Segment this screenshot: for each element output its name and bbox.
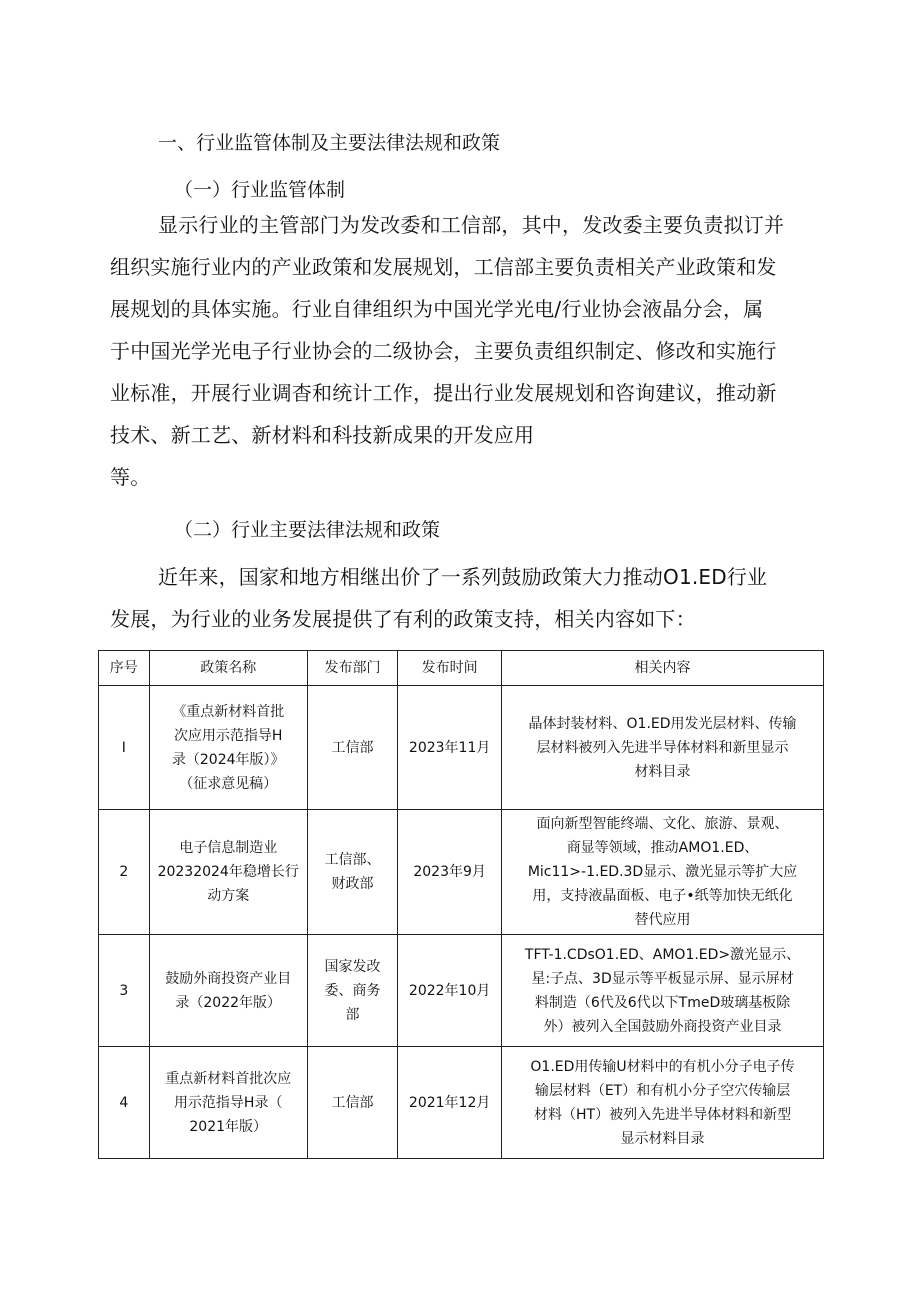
- cell-line: 星:子点、3D显示等平板显示屏、显示屏材: [531, 970, 794, 987]
- cell-date: 2022年10月: [398, 935, 502, 1047]
- cell-line: 动方案: [207, 888, 250, 904]
- table-header-row: [99, 651, 824, 686]
- paragraph-line: 展规划的具体实施。行业自律组织为中国光学光电/行业协会液晶分会，属: [110, 297, 764, 321]
- cell-line: 料制造（6代及6代以下TmeD玻璃基板除: [534, 994, 791, 1011]
- cell-line: Mic11>-1.ED.3D显示、激光显示等扩大应: [527, 864, 798, 880]
- cell-line: 输层材料（ET）和有机小分子空穴传输层: [534, 1082, 791, 1099]
- cell-line: 替代应用: [634, 912, 691, 928]
- cell-line: 《重点新材料首批: [172, 703, 285, 720]
- cell-line: 重点新材料首批次应: [165, 1070, 292, 1087]
- section1-body: [110, 204, 830, 498]
- cell-name: [149, 686, 307, 810]
- cell-line: 工信部: [331, 739, 374, 756]
- section2-body: [110, 556, 830, 640]
- cell-content: [502, 1047, 824, 1159]
- table-row: [99, 810, 824, 935]
- cell-line: 鼓励外商投资产业目: [165, 970, 292, 987]
- main-heading: 一、行业监管体制及主要法律法规和政策: [158, 132, 501, 154]
- table-row: [99, 935, 824, 1047]
- cell-line: 录（2024年版）》: [171, 751, 285, 768]
- cell-line: （征求意见稿）: [179, 775, 278, 792]
- cell-line: 部: [345, 1006, 360, 1023]
- cell-line: 用示范指导H录（: [173, 1094, 283, 1111]
- cell-no: I: [99, 686, 150, 810]
- cell-line: 面向新型智能终端、文化、旅游、景观、: [536, 816, 789, 832]
- cell-line: O1.ED用传输U材料中的有机小分子电子传: [530, 1058, 795, 1075]
- cell-dept: [307, 1047, 397, 1159]
- cell-dept: [307, 686, 397, 810]
- cell-no: 2: [99, 810, 150, 935]
- table-row: [99, 686, 824, 810]
- cell-line: 商显等领域，推动AMO1.ED、: [566, 840, 759, 856]
- col-header-no: 序号: [99, 651, 150, 686]
- paragraph-line: 技术、新工艺、新材料和科技新成果的开发应用: [110, 423, 535, 447]
- cell-line: 财政部: [331, 876, 374, 892]
- section1-title: （一）行业监管体制: [174, 179, 346, 201]
- cell-no: 4: [99, 1047, 150, 1159]
- cell-line: 委、商务: [324, 982, 381, 999]
- cell-line: 国家发改: [324, 958, 381, 975]
- col-header-name: 政策名称: [149, 651, 307, 686]
- cell-name: [149, 810, 307, 935]
- paragraph-line: 组织实施行业内的产业政策和发展规划，工信部主要负责相关产业政策和发: [110, 255, 777, 279]
- cell-content: [502, 935, 824, 1047]
- cell-line: 显示材料目录: [620, 1130, 705, 1147]
- cell-line: 20232024年稳增长行: [157, 864, 299, 880]
- cell-date: 2023年9月: [398, 810, 502, 935]
- cell-line: 材料目录: [634, 763, 691, 780]
- col-header-content: 相关内容: [502, 651, 824, 686]
- cell-line: 次应用示范指导H: [173, 727, 283, 744]
- col-header-dept: 发布部门: [307, 651, 397, 686]
- cell-line: 工信部、: [324, 852, 381, 868]
- cell-line: 电子信息制造业: [179, 840, 278, 856]
- paragraph-line: 显示行业的主管部门为发改委和工信部，其中，发改委主要负责拟订并: [158, 213, 785, 237]
- cell-content: [502, 686, 824, 810]
- cell-name: [149, 935, 307, 1047]
- cell-line: 工信部: [331, 1094, 374, 1111]
- cell-line: TFT-1.CDsO1.ED、AMO1.ED>激光显示、: [524, 946, 801, 963]
- cell-content: [502, 810, 824, 935]
- cell-no: 3: [99, 935, 150, 1047]
- cell-date: 2023年11月: [398, 686, 502, 810]
- paragraph-line: 业标准，开展行业调杳和统计工作，提出行业发展规划和咨询建议，推动新: [110, 381, 777, 405]
- cell-date: 2021年12月: [398, 1047, 502, 1159]
- cell-name: [149, 1047, 307, 1159]
- policy-table: [98, 650, 824, 1159]
- paragraph-line: 等。: [110, 465, 151, 489]
- cell-line: 录（2022年版）: [175, 994, 282, 1011]
- cell-line: 用，支持液晶面板、电子•纸等加快无纸化: [532, 888, 793, 904]
- paragraph-line: 发展，为行业的业务发展提供了有利的政策支持，相关内容如下：: [110, 607, 696, 631]
- cell-line: 2021年版）: [189, 1118, 268, 1135]
- col-header-date: 发布时间: [398, 651, 502, 686]
- table-row: [99, 1047, 824, 1159]
- cell-line: 晶体封装材料、O1.ED用发光层材料、传输: [528, 715, 797, 732]
- cell-dept: [307, 810, 397, 935]
- paragraph-line: 近年来，国家和地方相继出价了一系列鼓励政策大力推动O1.ED行业: [158, 565, 768, 589]
- paragraph-line: 于中国光学光电子行业协会的二级协会，主要负责组织制定、修改和实施行: [110, 339, 777, 363]
- cell-line: 外）被列入全国鼓励外商投资产业目录: [543, 1018, 782, 1035]
- cell-line: 层材料被列入先进半导体材料和新里显示: [536, 739, 789, 756]
- cell-dept: [307, 935, 397, 1047]
- cell-line: 材料（HT）被列入先进半导体材料和新型: [533, 1106, 792, 1123]
- section2-title: （二）行业主要法律法规和政策: [174, 519, 441, 541]
